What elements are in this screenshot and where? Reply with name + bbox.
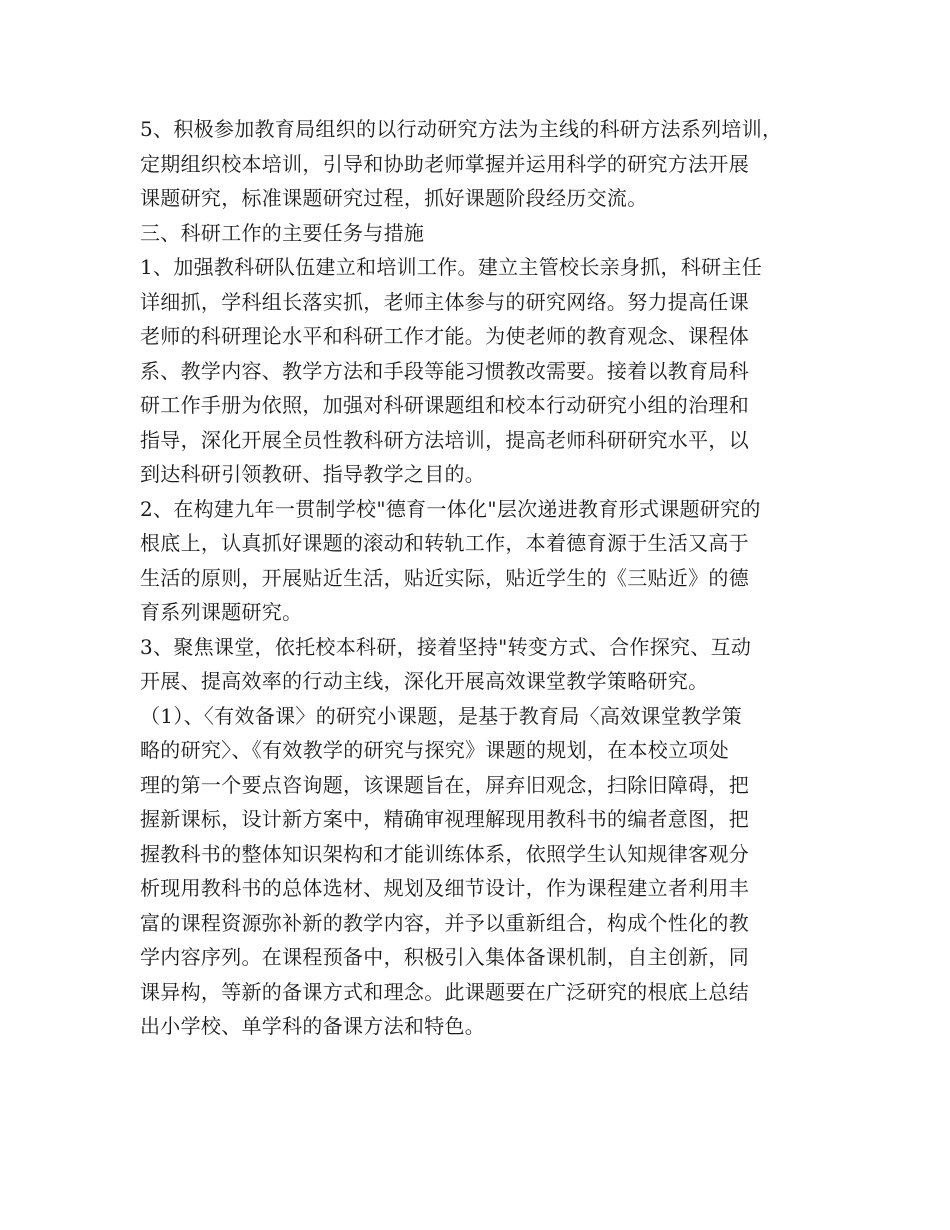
text-line: 握新课标，设计新方案中，精确审视理解现用教科书的编者意图，把 bbox=[140, 807, 749, 831]
text-line: 生活的原则，开展贴近生活，贴近实际，贴近学生的《三贴近》的德 bbox=[140, 565, 749, 590]
text-line: （1）、〈有效备课〉的研究小课题，是基于教育局〈高效课堂教学策 bbox=[140, 703, 743, 728]
text-line: 定期组织校本培训，引导和协助老师掌握并运用科学的研究方法开展 bbox=[140, 151, 749, 176]
section-heading: 三、科研工作的主要任务与措施 bbox=[140, 220, 425, 245]
text-line: 1、加强教科研队伍建立和培训工作。建立主管校长亲身抓，科研主任 bbox=[140, 255, 763, 279]
text-line: 握教科书的整体知识架构和才能训练体系，依照学生认知规律客观分 bbox=[140, 841, 749, 866]
text-line: 老师的科研理论水平和科研工作才能。为使老师的教育观念、课程体 bbox=[140, 324, 749, 348]
text-line: 开展、提高效率的行动主线，深化开展高效课堂教学策略研究。 bbox=[140, 669, 709, 693]
text-line: 育系列课题研究。 bbox=[140, 600, 303, 624]
text-line: 到达科研引领教研、指导教学之目的。 bbox=[140, 462, 486, 486]
text-line: 2、在构建九年一贯制学校"德育一体化"层次递进教育形式课题研究的 bbox=[140, 496, 761, 521]
text-line: 学内容序列。在课程预备中，积极引入集体备课机制，自主创新，同 bbox=[140, 945, 749, 969]
text-line: 3、聚焦课堂，依托校本科研，接着坚持"转变方式、合作探究、互动 bbox=[140, 634, 752, 659]
text-line: 课异构，等新的备课方式和理念。此课题要在广泛研究的根底上总结 bbox=[140, 979, 749, 1004]
text-line: 课题研究，标准课题研究过程，抓好课题阶段经历交流。 bbox=[140, 186, 648, 210]
text-line: 出小学校、单学科的备课方法和特色。 bbox=[140, 1014, 486, 1038]
text-line: 略的研究〉、《有效教学的研究与探究》课题的规划，在本校立项处 bbox=[140, 738, 729, 762]
document-body bbox=[140, 112, 820, 1044]
text-line: 指导，深化开展全员性教科研方法培训，提高老师科研研究水平，以 bbox=[140, 427, 749, 452]
text-line: 理的第一个要点咨询题，该课题旨在，屏弃旧观念，扫除旧障碍，把 bbox=[140, 772, 749, 797]
text-line: 5、积极参加教育局组织的以行动研究方法为主线的科研方法系列培训， bbox=[140, 117, 783, 141]
text-line: 系、教学内容、教学方法和手段等能习惯教改需要。接着以教育局科 bbox=[140, 358, 749, 383]
text-line: 富的课程资源弥补新的教学内容，并予以重新组合，构成个性化的教 bbox=[140, 910, 749, 935]
text-line: 析现用教科书的总体选材、规划及细节设计，作为课程建立者利用丰 bbox=[140, 876, 749, 900]
text-line: 研工作手册为依照，加强对科研课题组和校本行动研究小组的治理和 bbox=[140, 393, 749, 417]
text-line: 详细抓，学科组长落实抓，老师主体参与的研究网络。努力提高任课 bbox=[140, 289, 749, 314]
text-line: 根底上，认真抓好课题的滚动和转轨工作，本着德育源于生活又高于 bbox=[140, 531, 749, 555]
